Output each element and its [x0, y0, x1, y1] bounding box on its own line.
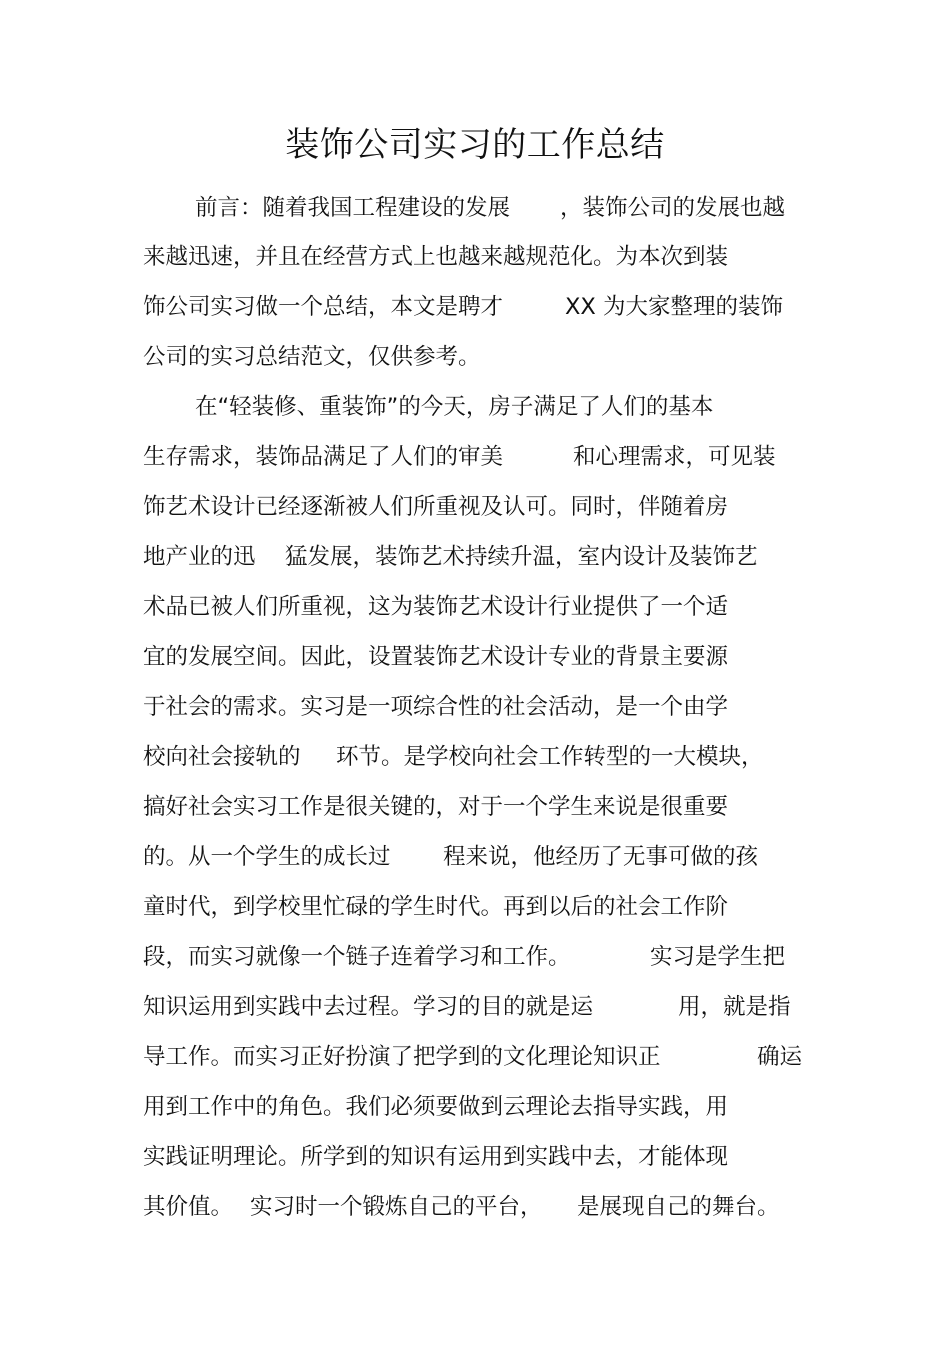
text-segment: 实践证明理论。所学到的知识有运用到实践中去，才能体现	[143, 1144, 729, 1170]
text-segment: 生存需求，装饰品满足了人们的审美	[143, 444, 504, 470]
text-segment: 用到工作中的角色。我们必须要做到云理论去指导实践，用	[143, 1094, 729, 1120]
text-segment: 和心理需求，可见装	[573, 444, 776, 470]
text-segment: 来越迅速，并且在经营方式上也越来越规范化。为本次到装	[143, 244, 729, 270]
text-segment: 猛发展，装饰艺术持续升温，室内设计及装饰艺	[285, 544, 758, 570]
text-segment: XX 为大家整理的装饰	[565, 294, 783, 320]
text-segment: 其价值。	[143, 1194, 234, 1220]
text-segment: 饰艺术设计已经逐渐被人们所重视及认可。同时，伴随着房	[143, 494, 729, 520]
text-segment: 在“轻装修、重装饰”的今天，房子满足了人们的基本	[195, 394, 714, 420]
text-segment: 确运	[757, 1044, 803, 1070]
text-segment: 环节。是学校向社会工作转型的一大模块，	[336, 744, 764, 770]
text-segment: 段，而实习就像一个链子连着学习和工作。	[143, 944, 571, 970]
text-segment: 实习时一个锻炼自己的平台，	[250, 1194, 543, 1220]
text-segment: 宜的发展空间。因此，设置装饰艺术设计专业的背景主要源	[143, 644, 729, 670]
text-segment: 导工作。而实习正好扮演了把学到的文化理论知识正	[143, 1044, 661, 1070]
text-segment: 童时代，到学校里忙碌的学生时代。再到以后的社会工作阶	[143, 894, 729, 920]
text-segment: 用，就是指	[678, 994, 791, 1020]
text-segment: 校向社会接轨的	[143, 744, 301, 770]
text-segment: 术品已被人们所重视，这为装饰艺术设计行业提供了一个适	[143, 594, 729, 620]
document-title: 装饰公司实习的工作总结	[285, 125, 665, 165]
text-segment: 实习是学生把	[650, 944, 786, 970]
text-segment: 知识运用到实践中去过程。学习的目的就是运	[143, 994, 594, 1020]
text-segment: 地产业的迅	[143, 544, 256, 570]
text-segment: ，装饰公司的发展也越	[560, 195, 786, 221]
text-segment: 搞好社会实习工作是很关键的，对于一个学生来说是很重要	[143, 794, 729, 820]
text-segment: 是展现自己的舞台。	[577, 1194, 780, 1220]
text-segment: 程来说，他经历了无事可做的孩	[443, 844, 759, 870]
text-segment: 前言：随着我国工程建设的发展	[195, 195, 511, 221]
text-segment: 的。从一个学生的成长过	[143, 844, 391, 870]
text-segment: 饰公司实习做一个总结，本文是聘才	[143, 294, 504, 320]
text-segment: 于社会的需求。实习是一项综合性的社会活动，是一个由学	[143, 694, 729, 720]
text-segment: 公司的实习总结范文，仅供参考。	[143, 344, 481, 370]
